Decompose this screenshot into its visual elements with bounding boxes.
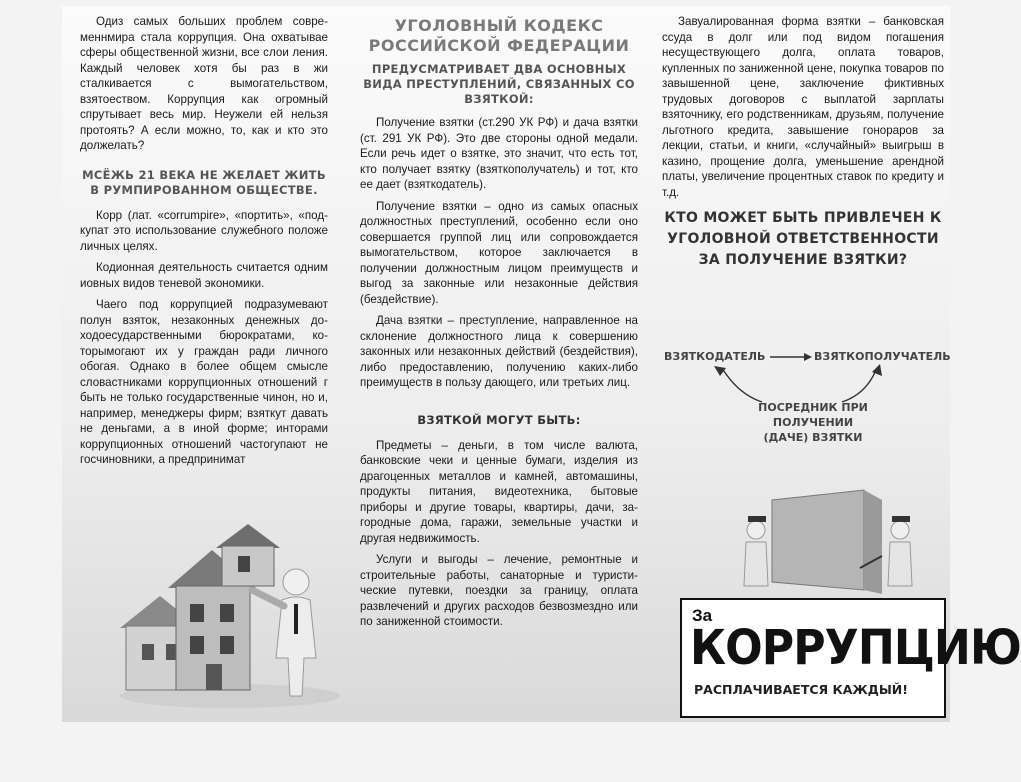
criminal-code-subtitle: ПРЕДУСМАТРИВАЕТ ДВА ОСНОВНЫХ ВИДА ПРЕСТУПЛЕНИЙ, СВЯЗАННЫХ СО ВЗЯТКОЙ:: [363, 62, 635, 106]
receiver-label: ВЗЯТКОПОЛУЧАТЕЛЬ: [814, 350, 951, 363]
corruption-definition: Корр (лат. «corrumpire», «портить», «подкупат это использование служебного положе личных целях.: [80, 208, 328, 253]
column-right: [662, 14, 944, 271]
houses-illustration: [120, 508, 340, 708]
bribe-door-illustration: [732, 486, 932, 596]
logo-tagline: РАСПЛАЧИВАЕТСЯ КАЖДЫЙ!: [694, 682, 908, 697]
corruption-logo: [680, 598, 1021, 718]
bribe-sides-paragraph: Получение взятки (ст.290 УК РФ) и дача взятки (ст. 291 УК РФ). Это две стороны одной медали. Если речь идет о взятке, это значит, что есть тот, кто получает взятку (взяткополучатель) и тот, кто ее дает (взяткодатель).: [360, 116, 638, 191]
shadow-economy-paragraph: Кодионная деятельность считается одним иовных видов теневой экономики.: [80, 261, 328, 290]
column-left: [80, 14, 328, 474]
column-middle: [360, 16, 638, 636]
veiled-bribe-paragraph: Завуалированная форма взятки – банковская ссуда в долг или под видом погашения несуществующего долга, оплата товаров, купленных по заниженной цене, покупка товаров по завышенной цене, заключение фиктивных трудовых договоров с выплатой зарплаты взяточнику, его родственникам, друзьям, получение льготного кредита, завышение гонораров за лекции, статьи, и книги, «случайный» выигрыш в казино, прощение долга, уменьшение арендной платы, увеличение процентных ставок по кредиту и т.д.: [662, 15, 944, 199]
bribe-types-heading: ВЗЯТКОЙ МОГУТ БЫТЬ:: [417, 412, 581, 427]
mediator-label: ПОСРЕДНИК ПРИ ПОЛУЧЕНИИ (ДАЧЕ) ВЗЯТКИ: [758, 401, 868, 444]
youth-subtitle: МСЁЖЬ 21 ВЕКА НЕ ЖЕЛАЕТ ЖИТЬ В РУМПИРОВАННОМ ОБЩЕСТВЕ.: [82, 167, 326, 197]
corruption-meaning-paragraph: Чаего под коррупцией подразумевают полун взяток, незаконных денежных доходоесударственными бюрократами, которымогают их у граждан ради личного обогая. Однако в более общем смысле словастниками коррупционных отношений г быть не только государственные чинон, но и, например, менеджеры фирм; взяткут давать не деньгами, а в иной форме; инторами коррупционных отношений частогупают не госчиновники, а предпринимат: [80, 298, 328, 466]
who-liable-heading: КТО МОЖЕТ БЫТЬ ПРИВЛЕЧЕН К УГОЛОВНОЙ ОТВЕТСТВЕННОСТИ ЗА ПОЛУЧЕНИЕ ВЗЯТКИ?: [664, 210, 942, 268]
logo-za: За: [692, 606, 713, 625]
criminal-code-title: УГОЛОВНЫЙ КОДЕКС РОССИЙСКОЙ ФЕДЕРАЦИИ: [368, 16, 630, 55]
giving-bribe-paragraph: Дача взятки – преступление, направленное на склонение должностного лица к совершению законных или незаконных действий (бездействия), либо предоставлению, получению каких-либо преимуществ в пользу дающего, или третьих лиц.: [360, 314, 638, 389]
bribe-services-paragraph: Услуги и выгоды – лечение, ремонтные и строительные работы, санаторные и туристические путевки, поездки за границу, оплата развлечений и других расходов безвозмездно или по заниженной стоимости.: [360, 553, 638, 628]
receiving-bribe-paragraph: Получение взятки – одно из самых опасных должностных преступлений, особенно если оно совершается группой лиц или сопровождается вымогательством, которое заключается в получении должностным лицом преимуществ и выгод за законные или незаконные действия (бездействие).: [360, 199, 638, 306]
bribe-participants-diagram: [662, 346, 951, 456]
giver-label: ВЗЯТКОДАТЕЛЬ: [664, 350, 766, 363]
logo-main-word: КОРРУПЦИЮ: [690, 620, 1021, 676]
intro-paragraph: Одиз самых больших проблем современнмира стала коррупция. Она охватывае сферы общественной жизни, все слои ления. Каждый человек хотя бы раз в жи сталкивается с вымогательством, взятоеством. Коррупция как огромный спрутывает весь мир. Неужели ей нельзя протоять? А если можно, то, как и кто это должелать?: [80, 15, 328, 152]
bribe-items-paragraph: Предметы – деньги, в том числе валюта, банковские чеки и ценные бумаги, изделия из драгоценных металлов и камней, автомашины, продукты питания, видеотехника, бытовые приборы и другие товары, квартиры, дачи, загородные дома, гаражи, земельные участки и другая недвижимость.: [360, 438, 638, 545]
